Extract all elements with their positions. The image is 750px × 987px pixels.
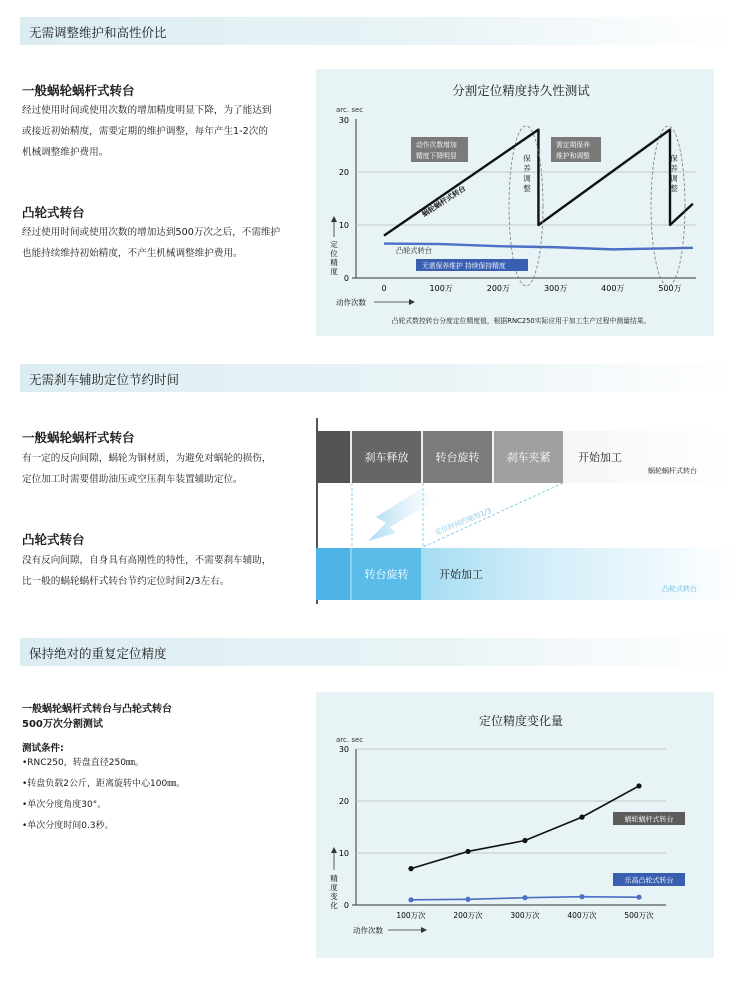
variation-chart-panel [316, 692, 714, 958]
x-tick-label: 100万 [429, 284, 453, 293]
x-axis-title: 动作次数 [353, 926, 383, 935]
wear-note-line: 动作次数增加 [416, 141, 457, 149]
process-step: 开始加工 [578, 451, 622, 464]
x-tick-label: 400万 [601, 284, 625, 293]
y-tick-labels [339, 116, 349, 283]
x-tick-labels [381, 284, 681, 293]
cam-badge-text: 无需保养维护 持续保持精度 [422, 262, 506, 270]
x-tick-label: 0 [381, 284, 387, 293]
maintenance-tag-char: 养 [670, 164, 678, 173]
text-line: 机械调整维护费用。 [22, 147, 109, 158]
list-item: •单次分度时间0.3秒。 [22, 821, 114, 831]
text-line: 有一定的反向间隙，蜗轮为铜材质，为避免对蜗轮的损伤， [22, 453, 272, 464]
data-point [636, 895, 641, 900]
y-axis-title-char: 度 [330, 883, 338, 892]
y-axis-title-char: 度 [330, 267, 338, 276]
x-tick-label: 200万 [486, 284, 511, 293]
data-point [579, 894, 584, 899]
list-item: •单次分度角度30°。 [22, 800, 107, 810]
section-title: 无需刹车辅助定位节约时间 [29, 372, 180, 387]
x-tick-label: 400万次 [567, 911, 597, 920]
y-tick-label: 10 [338, 849, 349, 858]
process-step: 开始加工 [439, 568, 483, 581]
process-cell [316, 431, 350, 483]
process-cell [316, 548, 350, 600]
cam-series-label: 凸轮式转台 [396, 246, 432, 255]
data-point [522, 838, 527, 843]
y-tick-label: 0 [343, 274, 349, 283]
text-line: 或接近初始精度，需要定期的维护调整，每年产生1-2次的 [22, 126, 268, 137]
text-line: 也能持续维持初始精度，不产生机械调整维护费用。 [22, 248, 243, 259]
x-tick-label: 500万 [658, 284, 682, 293]
data-point [408, 897, 413, 902]
x-tick-label: 300万次 [510, 911, 540, 920]
data-point [636, 783, 641, 788]
y-unit-label: arc. sec [336, 736, 364, 744]
data-point [522, 895, 527, 900]
variation-chart [316, 692, 714, 958]
section-header-positioning-time [20, 364, 736, 392]
list-item: •转盘负载2公斤，距离旋转中心100㎜。 [22, 779, 186, 789]
data-point [408, 866, 413, 871]
cam-process-caption: 凸轮式转台 [662, 585, 697, 593]
process-step: 刹车释放 [352, 431, 421, 483]
test-conditions-list [22, 753, 185, 837]
arrow-head-icon [409, 299, 415, 305]
data-point [579, 815, 584, 820]
process-step: 转台旋转 [352, 548, 421, 600]
text-line: 500万次分割测试 [22, 719, 103, 730]
cam-table-title: 凸轮式转台 [22, 532, 85, 547]
worm-badge-text: 蜗轮蜗杆式转台 [624, 815, 674, 824]
text-line: 没有反向间隙，自身具有高刚性的特性，不需要刹车辅助， [22, 555, 272, 566]
y-tick-label: 30 [338, 745, 349, 754]
x-axis-title: 动作次数 [336, 298, 366, 307]
y-unit-label: arc. sec [336, 106, 364, 114]
x-tick-label: 100万次 [396, 911, 426, 920]
worm-table-description [22, 100, 271, 163]
durability-chart [316, 69, 714, 336]
worm-process-caption: 蜗轮蜗杆式转台 [648, 467, 697, 475]
text-line: 经过使用时间或使用次数的增加精度明显下降，为了能达到 [22, 105, 272, 116]
y-tick-label: 20 [338, 168, 349, 177]
maintenance-tag-char: 养 [523, 164, 531, 173]
process-step: 转台旋转 [423, 431, 492, 483]
cam-table-title: 凸轮式转台 [22, 205, 85, 220]
maintenance-tag-char: 整 [670, 184, 678, 193]
saving-label: 定位时间约缩短1/3 [433, 506, 493, 537]
cam-table-description [22, 550, 271, 592]
text-line: 一般蜗轮蜗杆式转台与凸轮式转台 [22, 704, 172, 715]
y-axis-title-char: 变 [330, 892, 338, 901]
maintenance-tag-char: 调 [523, 174, 531, 183]
section-header-repeatability [20, 638, 736, 666]
cam-badge-text: 乐高凸轮式转台 [624, 876, 674, 885]
chart-title: 定位精度变化量 [478, 714, 564, 728]
worm-table-description [22, 448, 271, 490]
data-point [465, 897, 470, 902]
text-line: 比一般的蜗轮蜗杆式转台节约定位时间2/3左右。 [22, 576, 230, 587]
y-axis-title-char: 精 [330, 258, 338, 267]
maintenance-ellipse [651, 126, 685, 286]
maintenance-tag-char: 保 [523, 154, 531, 163]
y-tick-label: 20 [338, 797, 349, 806]
y-tick-label: 0 [343, 901, 349, 910]
worm-series-line [411, 786, 639, 869]
durability-chart-panel [316, 69, 714, 336]
chart-footnote: 凸轮式数控转台分度定位精度值，根据RNC250实际应用于加工生产过程中测量结果。 [391, 317, 651, 325]
list-item: •RNC250，转盘直径250㎜。 [22, 758, 144, 768]
worm-table-title: 一般蜗轮蜗杆式转台 [22, 430, 135, 445]
arrow-head-icon [331, 847, 337, 853]
cam-table-description [22, 222, 280, 264]
maintenance-note-line: 需定期保养 [556, 141, 590, 149]
section-title: 无需调整维护和高性价比 [29, 25, 167, 40]
wear-note-line: 精度下降明显 [416, 152, 457, 160]
text-line: 经过使用时间或使用次数的增加达到500万次之后，不需维护 [22, 227, 281, 238]
x-tick-label: 200万次 [453, 911, 483, 920]
x-tick-label: 300万 [543, 284, 568, 293]
test-title [22, 702, 172, 732]
maintenance-tag-char: 整 [523, 184, 531, 193]
worm-table-title: 一般蜗轮蜗杆式转台 [22, 83, 135, 98]
y-axis-title-char: 定 [330, 240, 338, 249]
worm-series-label: 蜗轮蜗杆式转台 [420, 183, 468, 219]
y-tick-label: 30 [338, 116, 349, 125]
data-point [465, 849, 470, 854]
maintenance-tag-char: 调 [670, 174, 678, 183]
arrow-head-icon [331, 216, 337, 222]
y-axis-title-char: 化 [330, 901, 338, 910]
x-tick-labels [396, 910, 654, 920]
guide-line [423, 483, 563, 547]
process-step: 刹车夹紧 [494, 431, 563, 483]
y-axis-title-char: 精 [330, 874, 338, 883]
arrow-head-icon [421, 927, 427, 933]
test-conditions-title: 测试条件: [22, 743, 64, 754]
x-tick-label: 500万次 [624, 911, 654, 920]
saving-arrow-icon [368, 489, 434, 541]
y-tick-label: 10 [338, 221, 349, 230]
section-header-maintenance [20, 17, 736, 45]
maintenance-tag-char: 保 [670, 154, 678, 163]
maintenance-note-line: 维护和调整 [556, 152, 590, 160]
chart-title: 分割定位精度持久性测试 [452, 83, 590, 98]
text-line: 定位加工时需要借助油压或空压刹车装置辅助定位。 [22, 474, 243, 485]
section-title: 保持绝对的重复定位精度 [29, 646, 167, 661]
saving-arrow-graphic [316, 483, 736, 547]
y-axis-title-char: 位 [330, 249, 338, 258]
